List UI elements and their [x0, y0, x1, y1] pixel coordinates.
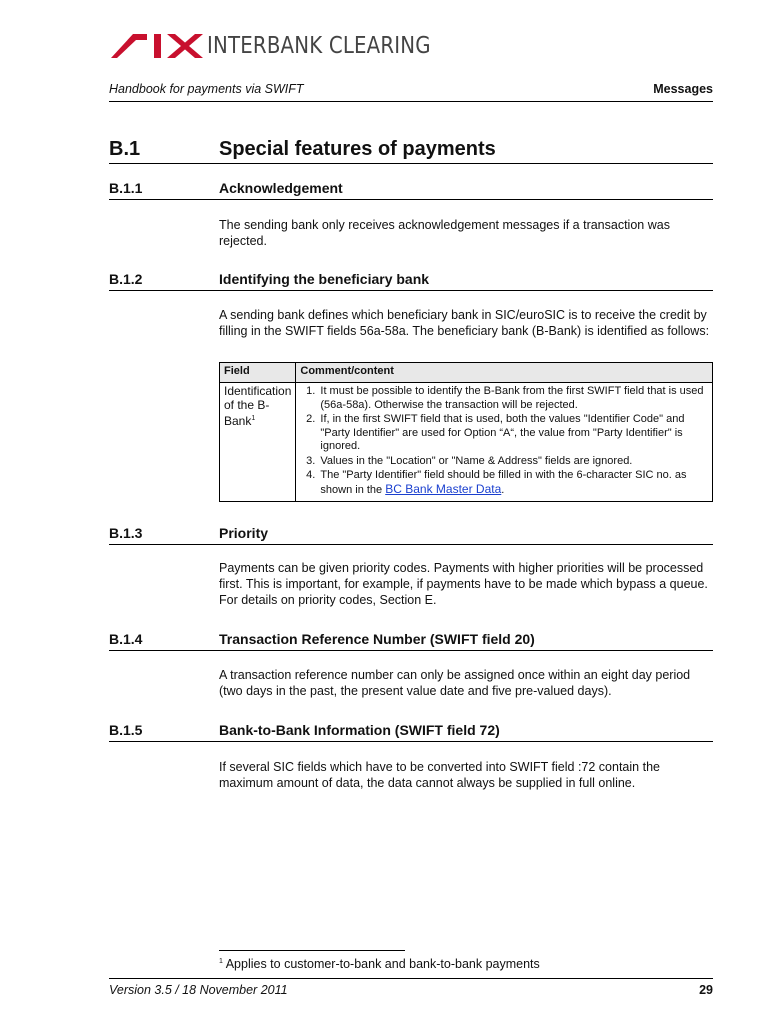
subsection-divider	[109, 199, 713, 200]
rules-list	[300, 385, 708, 497]
subsection-divider	[109, 290, 713, 291]
header-title: Handbook for payments via SWIFT	[109, 82, 304, 96]
page-number: 29	[699, 983, 713, 997]
list-item: 2. If, in the first SWIFT field that is used, both the values "Identifier Code" and "Party Identifier" are used for Option “A“, the value from "Party Identifier" is ignored.	[318, 413, 708, 454]
paragraph-text: The sending bank only receives acknowledgement messages if a transaction was rejected.	[219, 218, 670, 248]
paragraph	[219, 217, 713, 249]
section-title: Special features of payments	[219, 138, 496, 160]
table-row	[220, 383, 713, 502]
list-item: 3. Values in the "Location" or "Name & Address" fields are ignored.	[318, 455, 708, 469]
column-header: Field	[220, 363, 296, 383]
paragraph-text: A transaction reference number can only be assigned once within an eight day period (two days in the past, the present value date and five pre-valued days).	[219, 668, 691, 698]
list-item-text: The "Party Identifier" field should be filled in with the 6-character SIC no. as shown in the	[320, 469, 687, 496]
paragraph	[219, 759, 713, 791]
subsection-number: B.1.5	[109, 722, 143, 738]
paragraph-text: If several SIC fields which have to be converted into SWIFT field :72 contain the maximum amount of data, the data cannot always be supplied in full online.	[219, 760, 660, 790]
footnote-reference: 1	[251, 415, 256, 422]
six-logo	[109, 30, 467, 62]
paragraph	[219, 307, 713, 339]
subsection-title: Identifying the beneficiary bank	[219, 271, 430, 287]
list-item-end: .	[501, 483, 505, 496]
brand-text: INTERBANK CLEARING	[207, 33, 431, 59]
footnote	[219, 957, 540, 971]
subsection-title: Acknowledgement	[219, 180, 343, 196]
subsection-title: Priority	[219, 525, 269, 541]
subsection-number: B.1.3	[109, 525, 143, 541]
list-item	[318, 469, 708, 497]
page-footer	[109, 983, 713, 999]
identification-table	[219, 362, 713, 502]
header-chapter: Messages	[653, 82, 713, 96]
running-header	[109, 82, 713, 98]
paragraph-text: Payments can be given priority codes. Payments with higher priorities will be processed first. This is important, for example, if payments have to be made which bypass a queue. For details on priority codes, Section E.	[219, 561, 708, 607]
field-cell	[220, 383, 296, 502]
subsection-divider	[109, 544, 713, 545]
six-logo-mark-icon	[109, 32, 205, 60]
footnote-mark: 1	[219, 957, 223, 965]
header-divider	[109, 101, 713, 102]
footnote-divider	[219, 950, 405, 951]
subsection-number: B.1.1	[109, 180, 143, 196]
subsection-title: Bank-to-Bank Information (SWIFT field 72)	[219, 722, 500, 738]
subsection-number: B.1.4	[109, 631, 143, 647]
list-item: 1. It must be possible to identify the B-Bank from the first SWIFT field that is used (56a-58a). Otherwise the transaction will be rejected.	[318, 385, 708, 412]
paragraph	[219, 560, 713, 608]
comment-cell	[296, 383, 713, 502]
subsection-divider	[109, 650, 713, 651]
footer-version: Version 3.5 / 18 November 2011	[109, 983, 288, 997]
paragraph-text: A sending bank defines which beneficiary bank in SIC/euroSIC is to receive the credit by filling in the SWIFT fields 56a-58a. The beneficiary bank (B-Bank) is identified as follows:	[219, 308, 710, 338]
paragraph	[219, 667, 713, 699]
table-header-row	[220, 363, 713, 383]
field-name: Identification of the B-Bank	[224, 384, 292, 428]
subsection-number: B.1.2	[109, 271, 143, 287]
bank-master-data-link[interactable]: BC Bank Master Data	[385, 481, 502, 496]
section-number: B.1	[109, 138, 141, 160]
footnote-text: Applies to customer-to-bank and bank-to-bank payments	[225, 957, 540, 971]
subsection-title: Transaction Reference Number (SWIFT field 20)	[219, 631, 535, 647]
footer-divider	[109, 978, 713, 979]
column-header: Comment/content	[296, 363, 713, 383]
subsection-divider	[109, 741, 713, 742]
section-divider	[109, 163, 713, 164]
